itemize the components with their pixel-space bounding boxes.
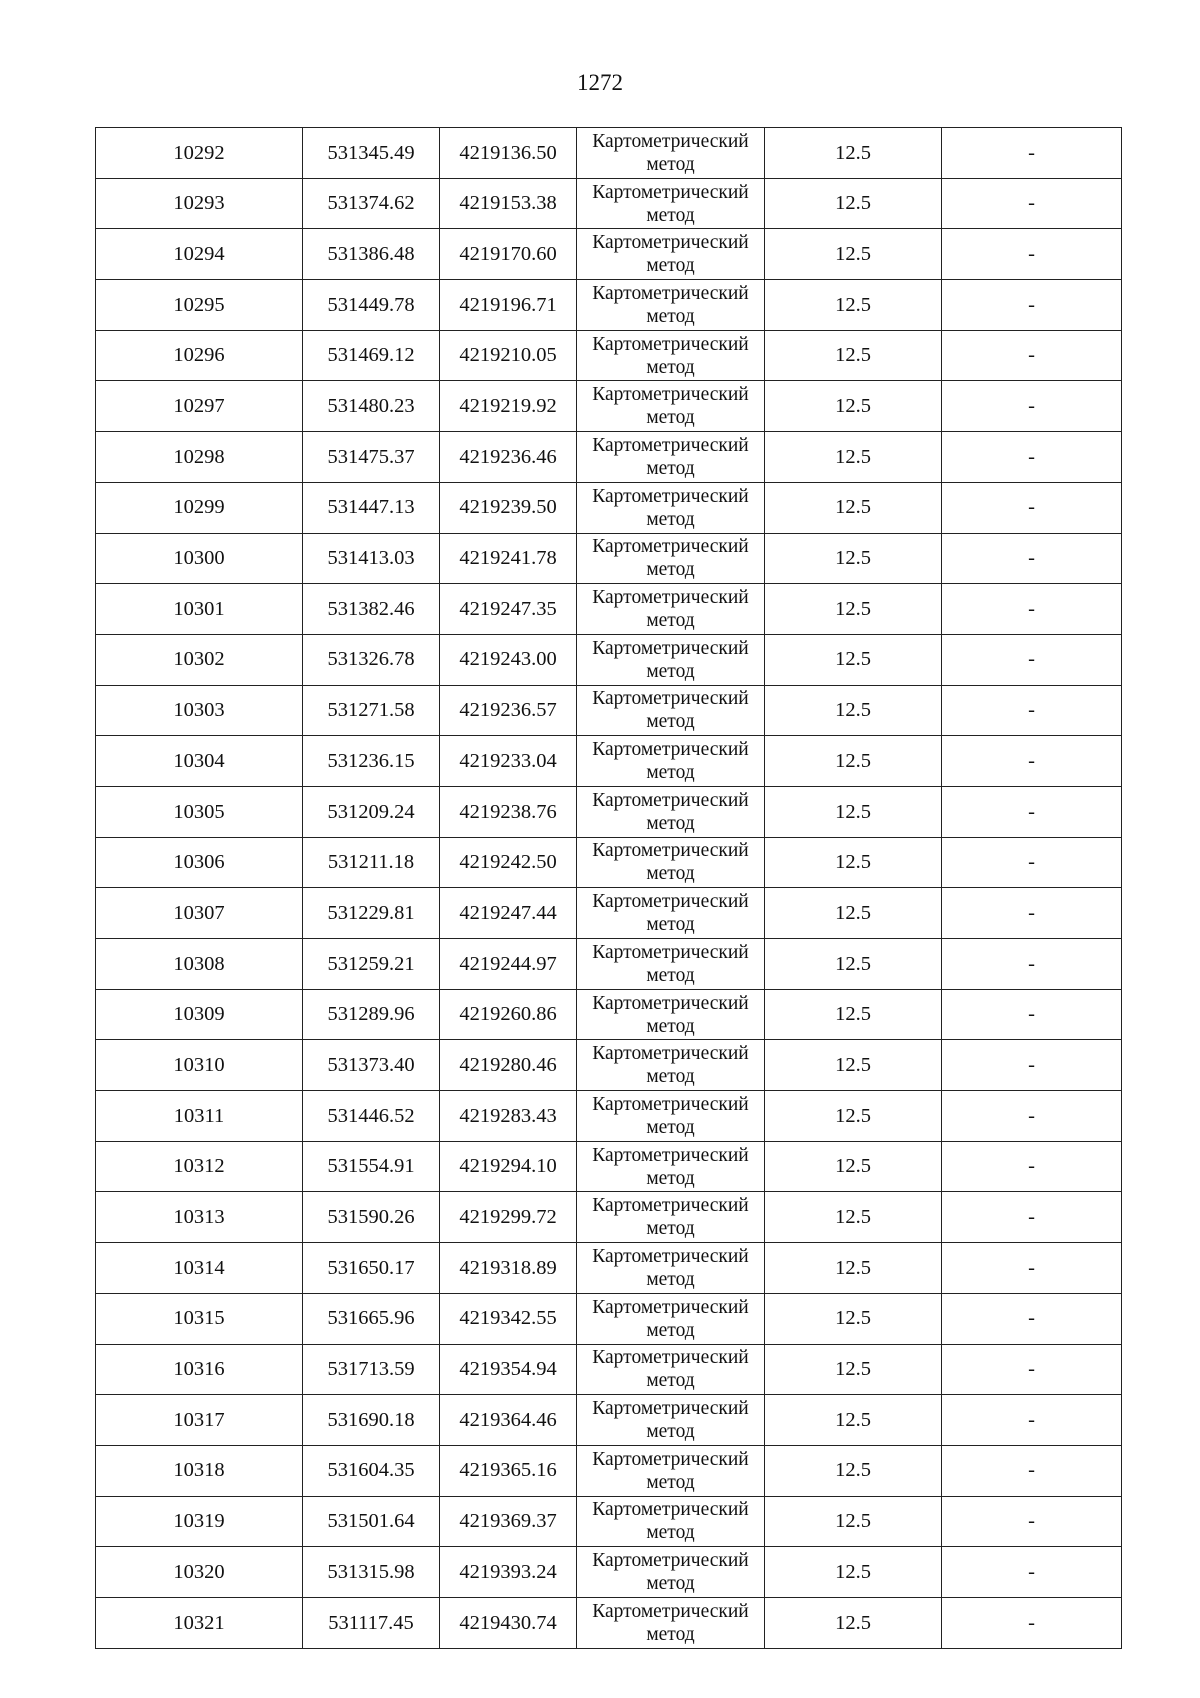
note-cell: - [942,1091,1122,1142]
note-cell: - [942,1597,1122,1648]
point-id-cell: 10321 [96,1597,303,1648]
method-line-1: Картометрический [592,181,749,203]
method-line-1: Картометрический [592,840,749,862]
method-cell [577,1040,765,1091]
method-line-2: метод [646,204,695,226]
note-cell: - [942,1395,1122,1446]
note-cell: - [942,1496,1122,1547]
method-line-2: метод [646,508,695,530]
method-cell [577,128,765,179]
method-cell [577,1597,765,1648]
y-coordinate-cell: 4219369.37 [440,1496,577,1547]
y-coordinate-cell: 4219294.10 [440,1141,577,1192]
accuracy-cell: 12.5 [765,533,942,584]
x-coordinate-cell: 531713.59 [303,1344,440,1395]
note-cell: - [942,1192,1122,1243]
accuracy-cell: 12.5 [765,432,942,483]
y-coordinate-cell: 4219170.60 [440,229,577,280]
table-row [96,229,1122,280]
table-row [96,128,1122,179]
method-line-1: Картометрический [592,1093,749,1115]
accuracy-cell: 12.5 [765,381,942,432]
method-cell [577,939,765,990]
note-cell: - [942,1293,1122,1344]
y-coordinate-cell: 4219430.74 [440,1597,577,1648]
method-line-1: Картометрический [592,232,749,254]
table-row [96,1243,1122,1294]
x-coordinate-cell: 531449.78 [303,280,440,331]
y-coordinate-cell: 4219233.04 [440,736,577,787]
point-id-cell: 10312 [96,1141,303,1192]
method-line-1: Картометрический [592,1347,749,1369]
x-coordinate-cell: 531413.03 [303,533,440,584]
method-line-2: метод [646,457,695,479]
method-line-2: метод [646,153,695,175]
x-coordinate-cell: 531650.17 [303,1243,440,1294]
x-coordinate-cell: 531271.58 [303,685,440,736]
table-row [96,280,1122,331]
method-line-2: метод [646,1066,695,1088]
method-line-2: метод [646,1268,695,1290]
note-cell: - [942,685,1122,736]
table-row [96,1293,1122,1344]
method-cell [577,888,765,939]
note-cell: - [942,128,1122,179]
accuracy-cell: 12.5 [765,1597,942,1648]
method-line-1: Картометрический [592,1195,749,1217]
accuracy-cell: 12.5 [765,330,942,381]
method-line-1: Картометрический [592,587,749,609]
point-id-cell: 10305 [96,786,303,837]
table-row [96,1192,1122,1243]
y-coordinate-cell: 4219280.46 [440,1040,577,1091]
method-cell [577,989,765,1040]
point-id-cell: 10320 [96,1547,303,1598]
method-cell [577,685,765,736]
accuracy-cell: 12.5 [765,1040,942,1091]
point-id-cell: 10309 [96,989,303,1040]
method-line-1: Картометрический [592,1144,749,1166]
method-line-1: Картометрический [592,536,749,558]
y-coordinate-cell: 4219365.16 [440,1445,577,1496]
method-line-1: Картометрический [592,1550,749,1572]
method-line-1: Картометрический [592,1398,749,1420]
x-coordinate-cell: 531374.62 [303,178,440,229]
method-line-1: Картометрический [592,891,749,913]
method-line-2: метод [646,1167,695,1189]
point-id-cell: 10319 [96,1496,303,1547]
note-cell: - [942,1445,1122,1496]
method-line-2: метод [646,1116,695,1138]
note-cell: - [942,888,1122,939]
x-coordinate-cell: 531447.13 [303,482,440,533]
method-line-1: Картометрический [592,1499,749,1521]
accuracy-cell: 12.5 [765,685,942,736]
method-line-1: Картометрический [592,637,749,659]
accuracy-cell: 12.5 [765,1141,942,1192]
method-cell [577,1344,765,1395]
note-cell: - [942,1243,1122,1294]
point-id-cell: 10302 [96,634,303,685]
note-cell: - [942,178,1122,229]
table-row [96,888,1122,939]
accuracy-cell: 12.5 [765,280,942,331]
method-line-1: Картометрический [592,1245,749,1267]
x-coordinate-cell: 531236.15 [303,736,440,787]
table-row [96,786,1122,837]
method-line-1: Картометрический [592,485,749,507]
accuracy-cell: 12.5 [765,229,942,280]
y-coordinate-cell: 4219364.46 [440,1395,577,1446]
method-line-1: Картометрический [592,992,749,1014]
method-line-1: Картометрический [592,1043,749,1065]
y-coordinate-cell: 4219210.05 [440,330,577,381]
table-row [96,482,1122,533]
note-cell: - [942,634,1122,685]
method-line-1: Картометрический [592,384,749,406]
note-cell: - [942,584,1122,635]
x-coordinate-cell: 531209.24 [303,786,440,837]
method-cell [577,1243,765,1294]
y-coordinate-cell: 4219299.72 [440,1192,577,1243]
note-cell: - [942,1344,1122,1395]
method-line-2: метод [646,1319,695,1341]
method-line-2: метод [646,863,695,885]
method-line-1: Картометрический [592,941,749,963]
y-coordinate-cell: 4219260.86 [440,989,577,1040]
point-id-cell: 10293 [96,178,303,229]
method-line-2: метод [646,407,695,429]
table-row [96,330,1122,381]
method-cell [577,330,765,381]
y-coordinate-cell: 4219318.89 [440,1243,577,1294]
method-line-2: метод [646,1522,695,1544]
table-row [96,1496,1122,1547]
point-id-cell: 10307 [96,888,303,939]
note-cell: - [942,939,1122,990]
method-line-2: метод [646,1421,695,1443]
y-coordinate-cell: 4219236.46 [440,432,577,483]
table-row [96,1547,1122,1598]
x-coordinate-cell: 531480.23 [303,381,440,432]
method-line-1: Картометрический [592,282,749,304]
accuracy-cell: 12.5 [765,1192,942,1243]
method-cell [577,381,765,432]
y-coordinate-cell: 4219242.50 [440,837,577,888]
accuracy-cell: 12.5 [765,1091,942,1142]
accuracy-cell: 12.5 [765,1547,942,1598]
method-cell [577,1091,765,1142]
x-coordinate-cell: 531345.49 [303,128,440,179]
x-coordinate-cell: 531604.35 [303,1445,440,1496]
note-cell: - [942,229,1122,280]
table-row [96,432,1122,483]
point-id-cell: 10294 [96,229,303,280]
accuracy-cell: 12.5 [765,736,942,787]
x-coordinate-cell: 531446.52 [303,1091,440,1142]
table-row [96,736,1122,787]
x-coordinate-cell: 531211.18 [303,837,440,888]
x-coordinate-cell: 531117.45 [303,1597,440,1648]
point-id-cell: 10296 [96,330,303,381]
method-cell [577,1192,765,1243]
method-line-2: метод [646,762,695,784]
method-cell [577,837,765,888]
method-line-2: метод [646,1218,695,1240]
x-coordinate-cell: 531382.46 [303,584,440,635]
method-line-2: метод [646,255,695,277]
point-id-cell: 10317 [96,1395,303,1446]
method-line-2: метод [646,1573,695,1595]
method-line-2: метод [646,660,695,682]
x-coordinate-cell: 531229.81 [303,888,440,939]
y-coordinate-cell: 4219354.94 [440,1344,577,1395]
method-line-1: Картометрический [592,1600,749,1622]
x-coordinate-cell: 531315.98 [303,1547,440,1598]
table-row [96,1445,1122,1496]
method-line-2: метод [646,812,695,834]
method-line-2: метод [646,914,695,936]
accuracy-cell: 12.5 [765,1395,942,1446]
y-coordinate-cell: 4219236.57 [440,685,577,736]
accuracy-cell: 12.5 [765,584,942,635]
note-cell: - [942,1141,1122,1192]
x-coordinate-cell: 531554.91 [303,1141,440,1192]
table-row [96,1395,1122,1446]
method-line-2: метод [646,559,695,581]
y-coordinate-cell: 4219239.50 [440,482,577,533]
note-cell: - [942,1040,1122,1091]
method-cell [577,229,765,280]
x-coordinate-cell: 531326.78 [303,634,440,685]
x-coordinate-cell: 531501.64 [303,1496,440,1547]
method-cell [577,634,765,685]
x-coordinate-cell: 531386.48 [303,229,440,280]
accuracy-cell: 12.5 [765,634,942,685]
x-coordinate-cell: 531259.21 [303,939,440,990]
point-id-cell: 10299 [96,482,303,533]
method-cell [577,736,765,787]
note-cell: - [942,330,1122,381]
x-coordinate-cell: 531373.40 [303,1040,440,1091]
accuracy-cell: 12.5 [765,786,942,837]
accuracy-cell: 12.5 [765,1344,942,1395]
method-cell [577,432,765,483]
note-cell: - [942,432,1122,483]
point-id-cell: 10314 [96,1243,303,1294]
table-row [96,178,1122,229]
note-cell: - [942,989,1122,1040]
x-coordinate-cell: 531590.26 [303,1192,440,1243]
note-cell: - [942,1547,1122,1598]
page-number: 1272 [577,70,623,95]
table-row [96,837,1122,888]
point-id-cell: 10298 [96,432,303,483]
accuracy-cell: 12.5 [765,128,942,179]
y-coordinate-cell: 4219243.00 [440,634,577,685]
y-coordinate-cell: 4219241.78 [440,533,577,584]
accuracy-cell: 12.5 [765,178,942,229]
note-cell: - [942,381,1122,432]
point-id-cell: 10297 [96,381,303,432]
table-row [96,1040,1122,1091]
accuracy-cell: 12.5 [765,1496,942,1547]
accuracy-cell: 12.5 [765,837,942,888]
method-line-2: метод [646,1370,695,1392]
method-line-2: метод [646,1015,695,1037]
point-id-cell: 10303 [96,685,303,736]
method-cell [577,786,765,837]
table-row [96,533,1122,584]
x-coordinate-cell: 531289.96 [303,989,440,1040]
method-line-2: метод [646,305,695,327]
table-row [96,989,1122,1040]
table-row [96,1091,1122,1142]
table-row [96,584,1122,635]
note-cell: - [942,736,1122,787]
note-cell: - [942,533,1122,584]
y-coordinate-cell: 4219153.38 [440,178,577,229]
table-row [96,939,1122,990]
accuracy-cell: 12.5 [765,1243,942,1294]
accuracy-cell: 12.5 [765,939,942,990]
accuracy-cell: 12.5 [765,482,942,533]
point-id-cell: 10318 [96,1445,303,1496]
point-id-cell: 10295 [96,280,303,331]
method-cell [577,1547,765,1598]
method-line-1: Картометрический [592,130,749,152]
table-row [96,685,1122,736]
method-line-1: Картометрический [592,688,749,710]
method-cell [577,280,765,331]
method-cell [577,178,765,229]
x-coordinate-cell: 531469.12 [303,330,440,381]
method-cell [577,533,765,584]
accuracy-cell: 12.5 [765,989,942,1040]
point-id-cell: 10308 [96,939,303,990]
point-id-cell: 10310 [96,1040,303,1091]
x-coordinate-cell: 531690.18 [303,1395,440,1446]
coordinates-table [95,127,1122,1649]
method-line-1: Картометрический [592,789,749,811]
y-coordinate-cell: 4219196.71 [440,280,577,331]
table-row [96,634,1122,685]
method-line-1: Картометрический [592,434,749,456]
y-coordinate-cell: 4219283.43 [440,1091,577,1142]
method-line-1: Картометрический [592,739,749,761]
accuracy-cell: 12.5 [765,888,942,939]
point-id-cell: 10306 [96,837,303,888]
method-line-2: метод [646,964,695,986]
method-line-2: метод [646,1471,695,1493]
method-line-1: Картометрический [592,1296,749,1318]
x-coordinate-cell: 531475.37 [303,432,440,483]
y-coordinate-cell: 4219247.35 [440,584,577,635]
accuracy-cell: 12.5 [765,1293,942,1344]
method-line-2: метод [646,711,695,733]
method-cell [577,1293,765,1344]
point-id-cell: 10315 [96,1293,303,1344]
method-line-1: Картометрический [592,1448,749,1470]
note-cell: - [942,786,1122,837]
method-line-2: метод [646,610,695,632]
point-id-cell: 10316 [96,1344,303,1395]
y-coordinate-cell: 4219136.50 [440,128,577,179]
method-cell [577,1445,765,1496]
method-line-2: метод [646,356,695,378]
method-cell [577,1395,765,1446]
note-cell: - [942,280,1122,331]
y-coordinate-cell: 4219238.76 [440,786,577,837]
method-cell [577,1141,765,1192]
method-cell [577,584,765,635]
method-cell [577,482,765,533]
table-body [96,128,1122,1649]
point-id-cell: 10311 [96,1091,303,1142]
accuracy-cell: 12.5 [765,1445,942,1496]
y-coordinate-cell: 4219247.44 [440,888,577,939]
table-row [96,1597,1122,1648]
point-id-cell: 10292 [96,128,303,179]
note-cell: - [942,837,1122,888]
point-id-cell: 10304 [96,736,303,787]
y-coordinate-cell: 4219393.24 [440,1547,577,1598]
table-row [96,1141,1122,1192]
method-line-2: метод [646,1623,695,1645]
method-cell [577,1496,765,1547]
point-id-cell: 10300 [96,533,303,584]
table-row [96,1344,1122,1395]
method-line-1: Картометрический [592,333,749,355]
point-id-cell: 10301 [96,584,303,635]
point-id-cell: 10313 [96,1192,303,1243]
y-coordinate-cell: 4219219.92 [440,381,577,432]
note-cell: - [942,482,1122,533]
table-row [96,381,1122,432]
y-coordinate-cell: 4219342.55 [440,1293,577,1344]
y-coordinate-cell: 4219244.97 [440,939,577,990]
x-coordinate-cell: 531665.96 [303,1293,440,1344]
